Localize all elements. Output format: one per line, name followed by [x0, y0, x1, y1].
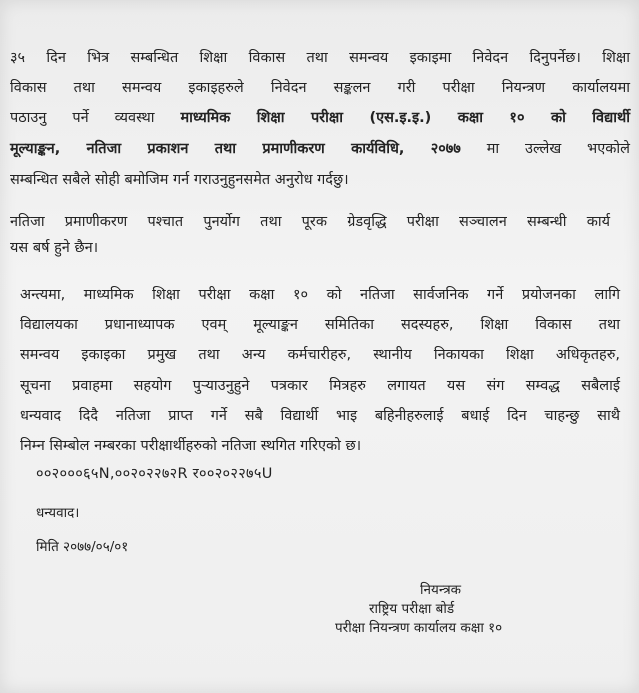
date-text: मिति २०७७/०५/०१: [36, 539, 129, 555]
paragraph1-line1: ३५ दिन भित्र सम्बन्धित शिक्षा विकास तथा समन्वय इकाइमा निवेदन दिनुपर्नेछ। शिक्षा: [10, 50, 630, 66]
paragraph3-line4: सूचना प्रवाहमा सहयोग पुऱ्याउनुहुने पत्रकार मित्रहरु लगायत यस संग सम्वद्ध सबैलाई: [20, 378, 620, 394]
exam-name-bold: माध्यमिक शिक्षा परीक्षा (एस.इ.इ.) कक्षा १० को विद्यार्थी: [180, 110, 630, 126]
paragraph3-line5: धन्यवाद दिदै नतिजा प्राप्त गर्ने सबै विद्यार्थी भाइ बहिनीहरुलाई बधाई दिन चाहन्छु साथै: [20, 408, 620, 424]
signature-title: नियन्त्रक: [420, 582, 462, 598]
paragraph3-line1: अन्त्यमा, माध्यमिक शिक्षा परीक्षा कक्षा १० को नतिजा सार्वजनिक गर्ने प्रयोजनका लागि: [20, 287, 620, 303]
paragraph3-line2: विद्यालयका प्रधानाध्यापक एवम् मूल्याङ्कन समितिका सदस्यहरु, शिक्षा विकास तथा: [20, 317, 620, 333]
procedure-name-bold: मूल्याङ्कन, नतिजा प्रकाशन तथा प्रमाणीकरण कार्यविधि, २०७७: [10, 141, 461, 157]
paragraph1-line3-text: पठाउनु पर्ने व्यवस्था: [10, 110, 181, 126]
paragraph1-line3: [10, 108, 630, 128]
paragraph2-line1: नतिजा प्रमाणीकरण पश्चात पुनर्योग तथा पूरक ग्रेडवृद्धि परीक्षा सञ्चालन सम्बन्धी कार्य: [10, 214, 610, 230]
paragraph1-line5: सम्बन्धित सबैले सोही बमोजिम गर्न गराउनुहुनसमेत अनुरोध गर्दछु।: [10, 172, 349, 188]
signature-office-name: परीक्षा नियन्त्रण कार्यालय कक्षा १०: [335, 620, 503, 636]
paragraph3-line6: निम्न सिम्बोल नम्बरका परीक्षार्थीहरुको नतिजा स्थगित गरिएको छ।: [20, 438, 362, 454]
thanks-text: धन्यवाद।: [36, 505, 80, 521]
signature-board-name: राष्ट्रिय परीक्षा बोर्ड: [369, 601, 455, 617]
paragraph2-line2: यस बर्ष हुने छैन।: [10, 240, 99, 256]
paragraph3-line3: समन्वय इकाइका प्रमुख तथा अन्य कर्मचारीहरु, स्थानीय निकायका शिक्षा अधिकृतहरु,: [20, 347, 620, 363]
paragraph1-line4-text: मा उल्लेख भएकोले: [460, 141, 630, 157]
paragraph1-line2: विकास तथा समन्वय इकाइहरुले निवेदन सङ्कलन गरी परीक्षा नियन्त्रण कार्यालयमा: [10, 80, 630, 96]
paragraph1-line4: [10, 139, 630, 159]
withheld-symbol-numbers: ००२०००६५N,००२०२२७२R र००२०२२७५U: [36, 466, 273, 482]
